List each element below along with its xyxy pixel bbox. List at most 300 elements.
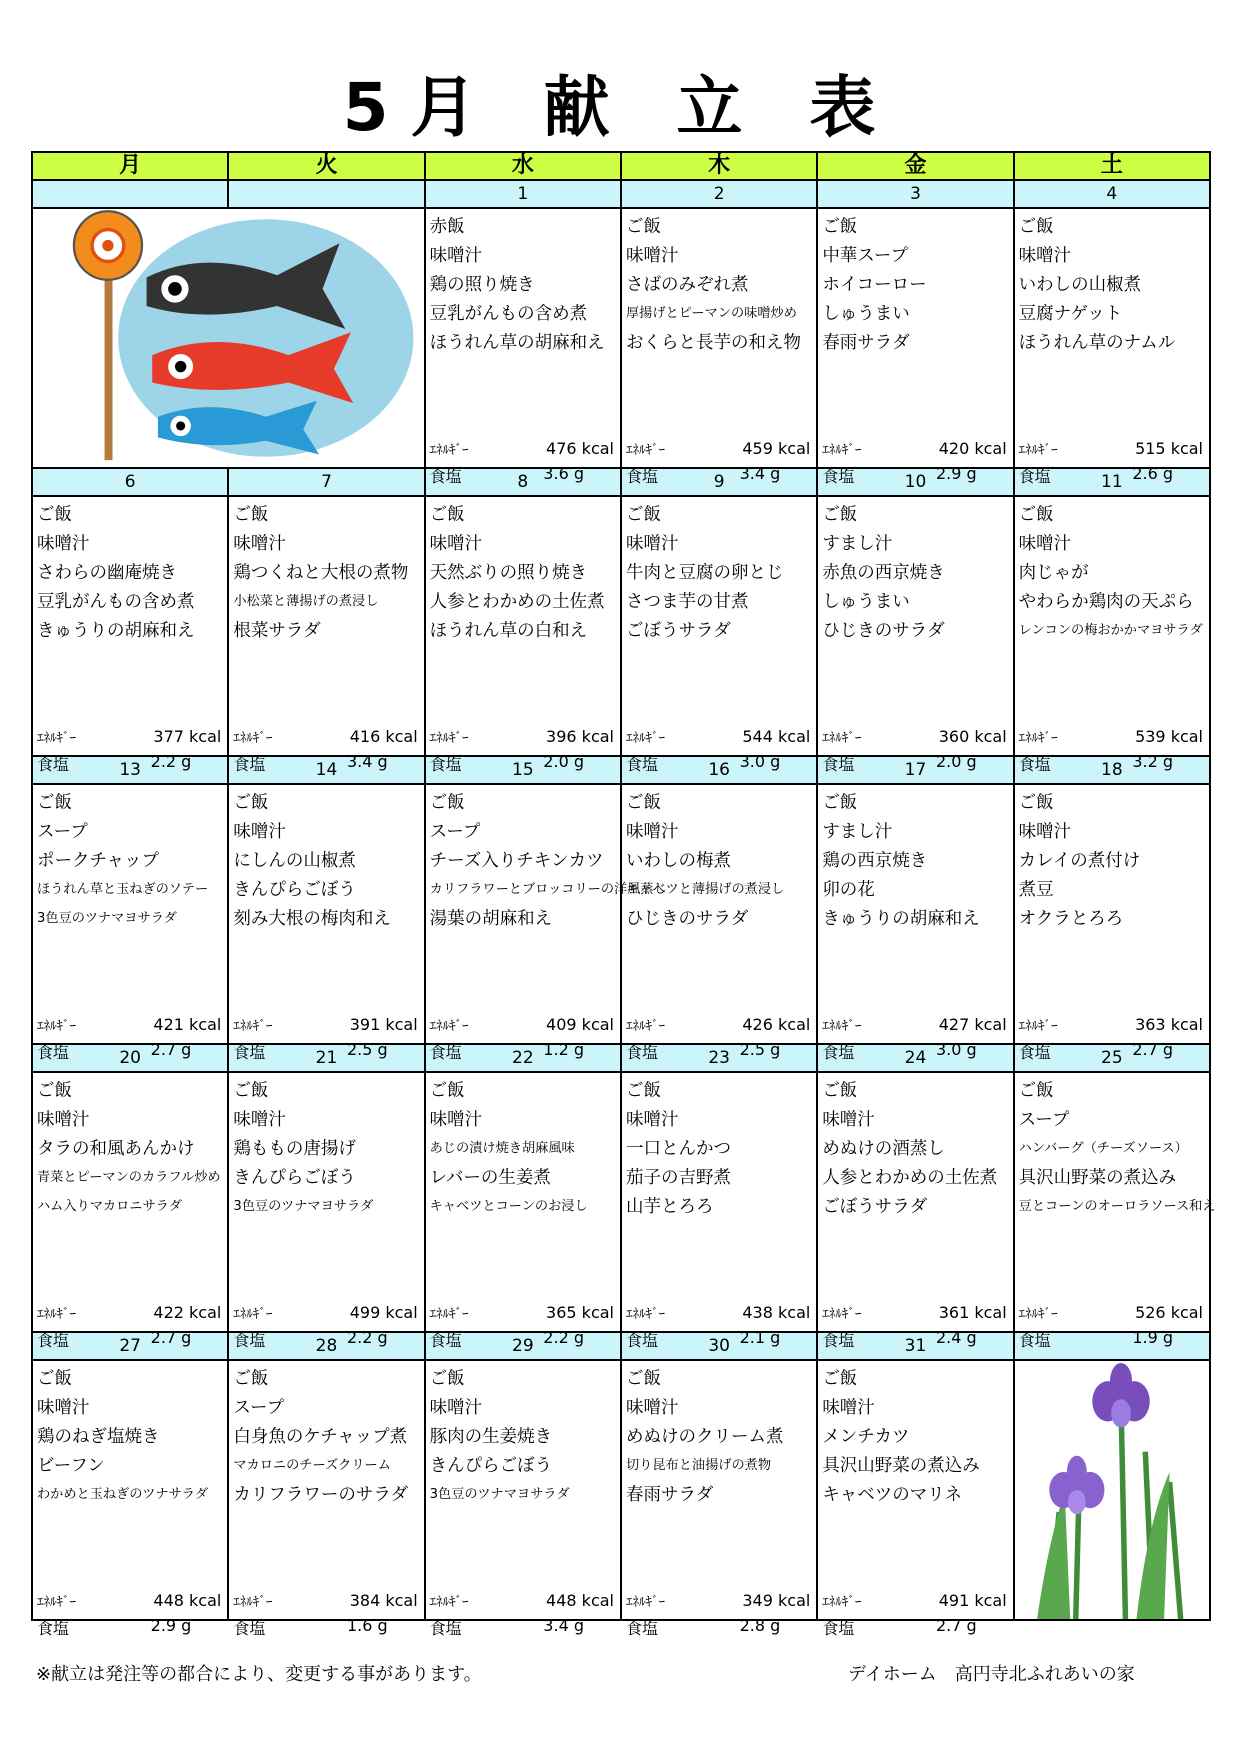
- salt-value: 2.1 g: [739, 1328, 781, 1347]
- day-menu-cell: [1014, 1072, 1216, 1350]
- menu-items: [622, 209, 816, 358]
- menu-item: ご飯: [822, 505, 858, 525]
- day-number: 27: [32, 1332, 228, 1360]
- menu-item: 味噌汁: [1018, 822, 1072, 842]
- menu-item: 白身魚のケチャップ煮: [233, 1427, 408, 1447]
- menu-item: キャベツと薄揚げの煮浸し: [625, 882, 785, 897]
- menu-item: 赤飯: [429, 217, 465, 237]
- salt-label: 食塩: [429, 1619, 462, 1638]
- salt-label: 食塩: [1018, 467, 1051, 486]
- menu-item: 味噌汁: [625, 534, 679, 554]
- energy-value: 420 kcal: [938, 439, 1007, 458]
- menu-item: 味噌汁: [429, 1398, 483, 1418]
- energy-label: ｴﾈﾙｷﾞｰ: [429, 1595, 469, 1610]
- menu-item: ほうれん草の白和え: [429, 621, 588, 641]
- salt-value: 2.6 g: [1132, 464, 1173, 483]
- day-number: 17: [817, 756, 1013, 784]
- menu-item: ほうれん草と玉ねぎのソテー: [37, 882, 209, 897]
- day-number: 25: [1014, 1044, 1210, 1072]
- menu-item: スープ: [1018, 1110, 1070, 1130]
- menu-items: [818, 785, 1012, 934]
- menu-item: 天然ぶりの照り焼き: [429, 563, 588, 583]
- day-menu-cell: [228, 1360, 424, 1638]
- menu-item: おくらと長芋の和え物: [625, 333, 801, 353]
- menu-item: しゅうまい: [822, 304, 910, 324]
- menu-item: ご飯: [429, 505, 465, 525]
- menu-items: [1015, 497, 1209, 646]
- menu-item: 具沢山野菜の煮込み: [822, 1456, 980, 1476]
- day-number: 6: [32, 468, 228, 496]
- energy-value: 360 kcal: [938, 727, 1007, 746]
- salt-value: 2.9 g: [935, 464, 977, 483]
- menu-item: いわしの山椒煮: [1018, 275, 1142, 295]
- menu-item: ほうれん草の胡麻和え: [429, 333, 605, 353]
- menu-item: ご飯: [822, 217, 858, 237]
- energy-label: ｴﾈﾙｷﾞｰ: [625, 443, 665, 458]
- energy-label: ｴﾈﾙｷﾞｰ: [429, 443, 469, 458]
- menu-item: 豆とコーンのオーロラソース和え: [1018, 1199, 1216, 1214]
- day-number: 2: [621, 180, 817, 208]
- menu-item: ご飯: [37, 793, 72, 813]
- koinobori-illustration: [32, 208, 425, 468]
- menu-item: 茄子の吉野煮: [625, 1168, 731, 1188]
- menu-items: [818, 209, 1012, 358]
- energy-value: 438 kcal: [742, 1303, 811, 1322]
- energy-label: ｴﾈﾙｷﾞｰ: [233, 1019, 273, 1034]
- menu-row: [32, 1360, 1210, 1620]
- menu-item: 人参とわかめの土佐煮: [822, 1168, 998, 1188]
- menu-items: [818, 497, 1012, 646]
- menu-item: ご飯: [233, 505, 269, 525]
- menu-item: ビーフン: [37, 1456, 105, 1476]
- salt-label: 食塩: [1018, 755, 1051, 774]
- weekday-tue: 火: [228, 152, 424, 180]
- menu-item: ご飯: [1018, 793, 1054, 813]
- menu-item: きんぴらごぼう: [429, 1456, 553, 1476]
- menu-item: 味噌汁: [429, 246, 483, 266]
- menu-item: レバーの生姜煮: [429, 1168, 551, 1188]
- weekday-thu: 木: [621, 152, 817, 180]
- energy-label: ｴﾈﾙｷﾞｰ: [233, 731, 273, 746]
- menu-item: ご飯: [625, 505, 661, 525]
- salt-label: 食塩: [233, 755, 266, 774]
- day-number: [32, 180, 228, 208]
- menu-items: [426, 1073, 620, 1222]
- menu-item: チーズ入りチキンカツ: [429, 851, 604, 871]
- salt-value: 2.0 g: [543, 752, 584, 771]
- menu-item: 一口とんかつ: [625, 1139, 731, 1159]
- menu-item: 山芋とろろ: [625, 1197, 714, 1217]
- energy-label: ｴﾈﾙｷﾞｰ: [37, 1019, 76, 1034]
- menu-item: さわらの幽庵焼き: [37, 563, 177, 583]
- energy-value: 427 kcal: [938, 1015, 1007, 1034]
- menu-items: [426, 1361, 620, 1510]
- energy-value: 539 kcal: [1135, 727, 1203, 746]
- salt-value: 1.6 g: [346, 1616, 388, 1635]
- menu-item: わかめと玉ねぎのツナサラダ: [37, 1487, 209, 1502]
- energy-value: 448 kcal: [153, 1591, 222, 1610]
- menu-item: 味噌汁: [233, 822, 286, 842]
- energy-value: 448 kcal: [546, 1591, 614, 1610]
- salt-label: 食塩: [822, 1619, 855, 1638]
- menu-items: [1015, 1073, 1216, 1222]
- page-title: 5月 献 立 表: [342, 69, 898, 146]
- day-menu-cell: [425, 1360, 621, 1638]
- salt-value: 2.7 g: [935, 1616, 977, 1635]
- day-number: 23: [621, 1044, 817, 1072]
- day-number: 18: [1014, 756, 1210, 784]
- calendar-body: [32, 180, 1216, 1638]
- menu-item: 刻み大根の梅肉和え: [233, 909, 391, 929]
- salt-value: 2.7 g: [150, 1040, 192, 1059]
- menu-item: ひじきのサラダ: [822, 621, 945, 641]
- energy-value: 409 kcal: [546, 1015, 614, 1034]
- salt-label: 食塩: [625, 1043, 658, 1062]
- salt-label: 食塩: [37, 1331, 70, 1350]
- menu-item: 味噌汁: [625, 246, 679, 266]
- menu-item: ご飯: [1018, 217, 1054, 237]
- menu-item: ハンバーグ（チーズソース）: [1018, 1141, 1188, 1156]
- energy-label: ｴﾈﾙｷﾞｰ: [1018, 731, 1058, 746]
- day-number: 21: [228, 1044, 424, 1072]
- salt-label: 食塩: [822, 755, 855, 774]
- salt-label: 食塩: [233, 1043, 266, 1062]
- menu-item: ひじきのサラダ: [625, 909, 749, 929]
- menu-item: ポークチャップ: [37, 851, 159, 871]
- salt-value: 2.2 g: [346, 1328, 388, 1347]
- energy-label: ｴﾈﾙｷﾞｰ: [37, 1307, 76, 1322]
- menu-item: 具沢山野菜の煮込み: [1018, 1168, 1177, 1188]
- menu-item: キャベツのマリネ: [822, 1485, 962, 1505]
- menu-item: 味噌汁: [233, 1110, 286, 1130]
- footer-organization: デイホーム 高円寺北ふれあいの家: [848, 1664, 1135, 1685]
- menu-item: 豆腐ナゲット: [1018, 304, 1123, 324]
- menu-item: すまし汁: [822, 822, 893, 842]
- menu-items: [229, 1073, 423, 1222]
- menu-item: すまし汁: [822, 534, 893, 554]
- salt-label: 食塩: [37, 1619, 70, 1638]
- menu-item: ご飯: [625, 217, 661, 237]
- energy-value: 396 kcal: [546, 727, 614, 746]
- menu-items: [229, 497, 423, 646]
- menu-item: 味噌汁: [625, 1110, 679, 1130]
- menu-item: カリフラワーとブロッコリーの洋風蒸し: [429, 882, 667, 897]
- menu-item: ご飯: [429, 1369, 465, 1389]
- salt-value: 3.4 g: [346, 752, 388, 771]
- menu-item: ご飯: [37, 505, 72, 525]
- menu-item: 春雨サラダ: [822, 333, 910, 353]
- energy-label: ｴﾈﾙｷﾞｰ: [1018, 1019, 1058, 1034]
- menu-row: [32, 784, 1210, 1044]
- menu-item: 青菜とピーマンのカラフル炒め: [37, 1170, 221, 1185]
- day-number: [228, 180, 424, 208]
- menu-item: ご飯: [37, 1369, 72, 1389]
- energy-value: 459 kcal: [742, 439, 811, 458]
- menu-item: マカロニのチーズクリーム: [233, 1458, 391, 1473]
- salt-label: 食塩: [429, 1331, 462, 1350]
- menu-item: 味噌汁: [429, 534, 483, 554]
- menu-item: 味噌汁: [1018, 246, 1072, 266]
- salt-label: 食塩: [429, 1043, 462, 1062]
- menu-item: 豆乳がんもの含め煮: [429, 304, 588, 324]
- menu-items: [622, 785, 816, 934]
- menu-item: ご飯: [233, 1081, 269, 1101]
- menu-item: めぬけのクリーム煮: [625, 1427, 784, 1447]
- day-menu-cell: [425, 208, 621, 486]
- menu-items: [426, 209, 620, 358]
- salt-value: 3.0 g: [935, 1040, 977, 1059]
- menu-item: にしんの山椒煮: [233, 851, 356, 871]
- energy-value: 544 kcal: [742, 727, 811, 746]
- footer-note: ※献立は発注等の都合により、変更する事があります。: [36, 1664, 482, 1685]
- menu-item: 肉じゃが: [1018, 563, 1089, 583]
- menu-item: 春雨サラダ: [625, 1485, 714, 1505]
- menu-item: ごぼうサラダ: [625, 621, 731, 641]
- menu-item: きんぴらごぼう: [233, 880, 356, 900]
- menu-row: [32, 496, 1210, 756]
- menu-calendar: [31, 151, 1216, 1638]
- day-number: 3: [817, 180, 1013, 208]
- energy-value: 365 kcal: [546, 1303, 614, 1322]
- menu-item: ご飯: [625, 1081, 661, 1101]
- energy-value: 426 kcal: [742, 1015, 811, 1034]
- menu-item: 味噌汁: [37, 1110, 90, 1130]
- day-number: 8: [425, 468, 621, 496]
- menu-item: やわらか鶏肉の天ぷら: [1018, 592, 1194, 612]
- salt-label: 食塩: [37, 755, 70, 774]
- menu-item: オクラとろろ: [1018, 909, 1124, 929]
- weekday-wed: 水: [425, 152, 621, 180]
- menu-items: [622, 1073, 816, 1222]
- menu-item: 鶏ももの唐揚げ: [233, 1139, 356, 1159]
- energy-label: ｴﾈﾙｷﾞｰ: [429, 1019, 469, 1034]
- weekday-sat: 土: [1014, 152, 1210, 180]
- weekday-header-row: [32, 152, 1210, 180]
- menu-item: ご飯: [625, 793, 661, 813]
- menu-item: めぬけの酒蒸し: [822, 1139, 945, 1159]
- energy-label: ｴﾈﾙｷﾞｰ: [625, 1019, 665, 1034]
- iris-illustration: [1014, 1360, 1210, 1620]
- salt-value: 3.6 g: [543, 464, 584, 483]
- day-menu-cell: [32, 1072, 228, 1350]
- salt-value: 2.5 g: [739, 1040, 781, 1059]
- menu-items: [33, 785, 227, 934]
- salt-value: 2.5 g: [346, 1040, 388, 1059]
- energy-label: ｴﾈﾙｷﾞｰ: [625, 1595, 665, 1610]
- menu-item: 鶏の照り焼き: [429, 275, 535, 295]
- salt-label: 食塩: [625, 1619, 658, 1638]
- menu-item: ご飯: [1018, 505, 1054, 525]
- energy-value: 421 kcal: [153, 1015, 222, 1034]
- salt-value: 3.4 g: [739, 464, 781, 483]
- menu-item: ごぼうサラダ: [822, 1197, 928, 1217]
- energy-label: ｴﾈﾙｷﾞｰ: [37, 1595, 76, 1610]
- menu-item: 湯葉の胡麻和え: [429, 909, 553, 929]
- day-number: 4: [1014, 180, 1210, 208]
- menu-item: キャベツとコーンのお浸し: [429, 1199, 588, 1214]
- day-number: 31: [817, 1332, 1013, 1360]
- menu-item: ご飯: [822, 1081, 858, 1101]
- salt-value: 3.4 g: [543, 1616, 584, 1635]
- menu-item: 味噌汁: [37, 534, 90, 554]
- energy-value: 377 kcal: [153, 727, 222, 746]
- salt-label: 食塩: [1018, 1331, 1051, 1350]
- menu-item: ご飯: [625, 1369, 661, 1389]
- energy-value: 384 kcal: [349, 1591, 418, 1610]
- salt-label: 食塩: [625, 1331, 658, 1350]
- energy-label: ｴﾈﾙｷﾞｰ: [822, 1595, 862, 1610]
- menu-item: 赤魚の西京焼き: [822, 563, 945, 583]
- menu-item: 根菜サラダ: [233, 621, 321, 641]
- energy-label: ｴﾈﾙｷﾞｰ: [233, 1307, 273, 1322]
- menu-item: タラの和風あんかけ: [37, 1139, 195, 1159]
- salt-label: 食塩: [429, 755, 462, 774]
- energy-label: ｴﾈﾙｷﾞｰ: [822, 443, 862, 458]
- menu-item: カレイの煮付け: [1018, 851, 1141, 871]
- menu-item: 3色豆のツナマヨサラダ: [429, 1487, 570, 1502]
- energy-label: ｴﾈﾙｷﾞｰ: [1018, 1307, 1058, 1322]
- menu-item: きゅうりの胡麻和え: [37, 621, 195, 641]
- salt-value: 2.8 g: [739, 1616, 781, 1635]
- menu-items: [622, 497, 816, 646]
- salt-label: 食塩: [822, 1043, 855, 1062]
- day-number: 30: [621, 1332, 817, 1360]
- energy-value: 491 kcal: [938, 1591, 1007, 1610]
- menu-item: 鶏のねぎ塩焼き: [37, 1427, 160, 1447]
- weekday-mon: 月: [32, 152, 228, 180]
- salt-value: 2.4 g: [935, 1328, 977, 1347]
- menu-item: 豚肉の生姜焼き: [429, 1427, 553, 1447]
- menu-item: スープ: [233, 1398, 285, 1418]
- day-menu-cell: [621, 208, 817, 486]
- menu-item: 味噌汁: [1018, 534, 1072, 554]
- energy-value: 349 kcal: [742, 1591, 811, 1610]
- day-number: 9: [621, 468, 817, 496]
- date-row: [32, 180, 1210, 208]
- menu-item: 牛肉と豆腐の卵とじ: [625, 563, 784, 583]
- menu-item: ご飯: [822, 793, 858, 813]
- salt-label: 食塩: [822, 1331, 855, 1350]
- menu-item: 卯の花: [822, 880, 875, 900]
- energy-label: ｴﾈﾙｷﾞｰ: [429, 1307, 469, 1322]
- energy-value: 361 kcal: [938, 1303, 1007, 1322]
- salt-value: 2.2 g: [543, 1328, 584, 1347]
- salt-value: 2.2 g: [150, 752, 192, 771]
- energy-label: ｴﾈﾙｷﾞｰ: [37, 731, 76, 746]
- menu-item: きゅうりの胡麻和え: [822, 909, 980, 929]
- salt-value: 2.7 g: [150, 1328, 192, 1347]
- energy-label: ｴﾈﾙｷﾞｰ: [429, 731, 469, 746]
- menu-item: ご飯: [1018, 1081, 1054, 1101]
- menu-item: スープ: [429, 822, 481, 842]
- energy-value: 422 kcal: [153, 1303, 222, 1322]
- menu-item: さつま芋の甘煮: [625, 592, 749, 612]
- menu-item: 豆乳がんもの含め煮: [37, 592, 195, 612]
- menu-item: ご飯: [233, 1369, 269, 1389]
- menu-item: ほうれん草のナムル: [1018, 333, 1176, 353]
- energy-value: 391 kcal: [349, 1015, 418, 1034]
- salt-label: 食塩: [233, 1331, 266, 1350]
- menu-item: 味噌汁: [233, 534, 286, 554]
- menu-item: 中華スープ: [822, 246, 909, 266]
- energy-label: ｴﾈﾙｷﾞｰ: [822, 1019, 862, 1034]
- menu-items: [33, 497, 227, 646]
- menu-item: カリフラワーのサラダ: [233, 1485, 409, 1505]
- salt-value: 3.2 g: [1132, 752, 1173, 771]
- menu-items: [818, 1361, 1012, 1510]
- energy-value: 499 kcal: [349, 1303, 418, 1322]
- menu-row: [32, 208, 1210, 468]
- salt-value: 3.0 g: [739, 752, 781, 771]
- menu-item: しゅうまい: [822, 592, 910, 612]
- menu-item: 厚揚げとピーマンの味噌炒め: [625, 306, 797, 321]
- menu-item: 人参とわかめの土佐煮: [429, 592, 605, 612]
- energy-value: 416 kcal: [349, 727, 418, 746]
- menu-items: [426, 497, 620, 646]
- menu-item: ご飯: [429, 1081, 465, 1101]
- energy-label: ｴﾈﾙｷﾞｰ: [233, 1595, 273, 1610]
- menu-row: [32, 1072, 1210, 1332]
- menu-items: [229, 1361, 423, 1510]
- day-menu-cell: [32, 1360, 228, 1638]
- energy-value: 526 kcal: [1135, 1303, 1203, 1322]
- day-number: 7: [228, 468, 424, 496]
- menu-item: スープ: [37, 822, 88, 842]
- salt-label: 食塩: [37, 1043, 70, 1062]
- menu-item: あじの漬け焼き胡麻風味: [429, 1141, 575, 1156]
- menu-items: [229, 785, 423, 934]
- day-menu-cell: [621, 1360, 817, 1638]
- energy-label: ｴﾈﾙｷﾞｰ: [625, 731, 665, 746]
- weekday-fri: 金: [817, 152, 1013, 180]
- salt-label: 食塩: [625, 467, 658, 486]
- menu-item: 3色豆のツナマヨサラダ: [233, 1199, 374, 1214]
- menu-items: [1015, 785, 1209, 934]
- menu-item: レンコンの梅おかかマヨサラダ: [1018, 623, 1203, 638]
- day-number: 24: [817, 1044, 1013, 1072]
- menu-item: 切り昆布と油揚げの煮物: [625, 1458, 772, 1473]
- salt-value: 1.9 g: [1132, 1328, 1173, 1347]
- menu-item: 味噌汁: [625, 822, 679, 842]
- salt-value: 2.0 g: [935, 752, 977, 771]
- menu-item: きんぴらごぼう: [233, 1168, 356, 1188]
- salt-label: 食塩: [233, 1619, 266, 1638]
- salt-label: 食塩: [1018, 1043, 1051, 1062]
- menu-items: [33, 1073, 227, 1222]
- menu-item: ご飯: [822, 1369, 858, 1389]
- energy-value: 363 kcal: [1135, 1015, 1203, 1034]
- day-menu-cell: [817, 1360, 1013, 1638]
- day-number: 16: [621, 756, 817, 784]
- salt-label: 食塩: [429, 467, 462, 486]
- menu-item: 味噌汁: [37, 1398, 90, 1418]
- menu-item: 鶏の西京焼き: [822, 851, 928, 871]
- menu-item: 煮豆: [1018, 880, 1054, 900]
- menu-items: [1015, 209, 1209, 358]
- menu-item: さばのみぞれ煮: [625, 275, 749, 295]
- menu-item: 3色豆のツナマヨサラダ: [37, 911, 177, 926]
- menu-item: ハム入りマカロニサラダ: [37, 1199, 182, 1214]
- menu-item: ご飯: [233, 793, 269, 813]
- day-number: 11: [1014, 468, 1210, 496]
- day-number: 15: [425, 756, 621, 784]
- salt-label: 食塩: [822, 467, 855, 486]
- day-number: 14: [228, 756, 424, 784]
- menu-item: 味噌汁: [625, 1398, 679, 1418]
- menu-items: [33, 1361, 227, 1510]
- day-number: 22: [425, 1044, 621, 1072]
- energy-value: 515 kcal: [1135, 439, 1203, 458]
